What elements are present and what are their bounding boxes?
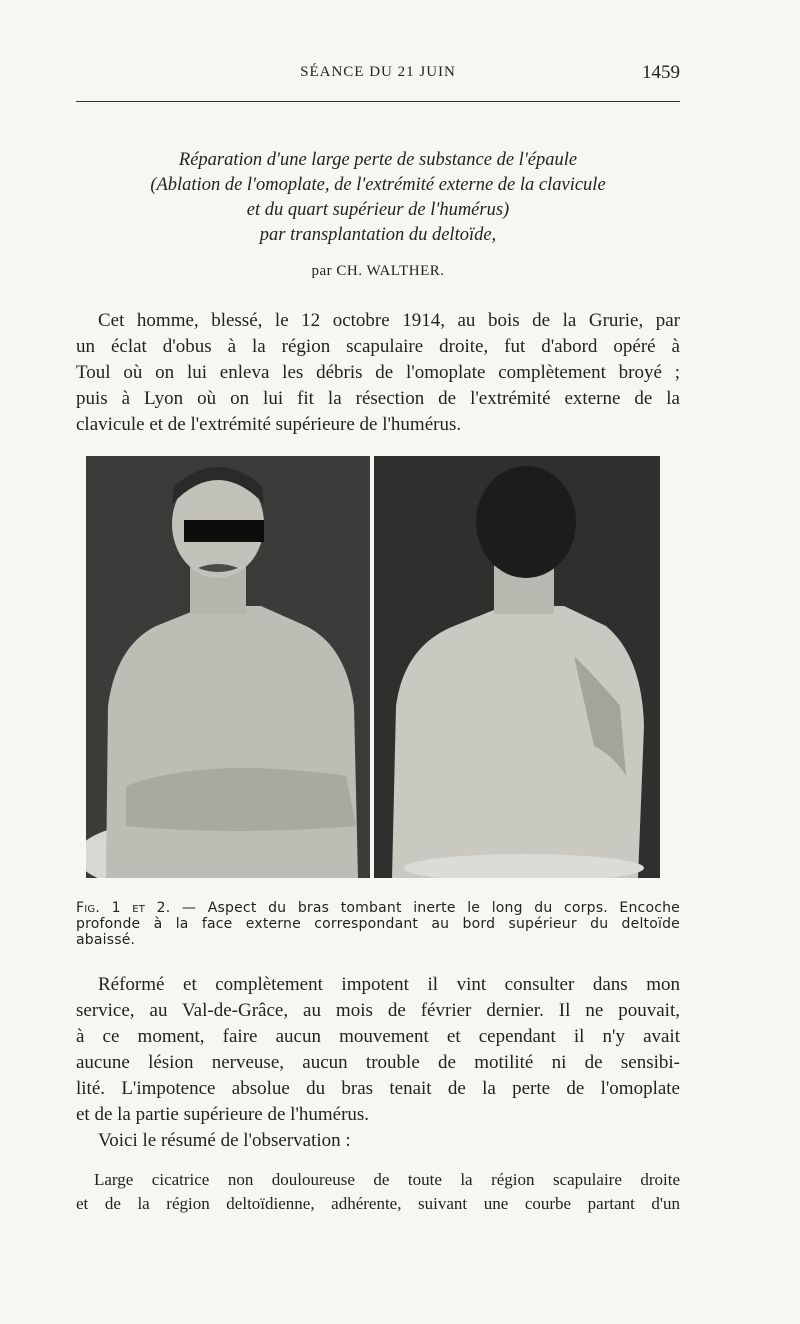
article-title-line: et du quart supérieur de l'humérus) [246, 200, 510, 220]
page-number: 1459 [642, 62, 680, 83]
paragraph-line: aucune lésion nerveuse, aucun trouble de motilité ni de sensibi- [76, 1052, 680, 1073]
article-title-line: (Ablation de l'omoplate, de l'extrémité externe de la clavicule [150, 175, 606, 195]
paragraph-line: et de la partie supérieure de l'humérus. [76, 1104, 370, 1125]
running-head [76, 60, 680, 90]
paragraph-line: à ce moment, faire aucun mouvement et cependant il n'y avait [76, 1026, 680, 1047]
paragraph-line: et de la région deltoïdienne, adhérente, suivant une courbe partant d'un [76, 1194, 680, 1213]
paragraph-2 [76, 972, 680, 1154]
paragraph-3 [76, 1168, 680, 1216]
paragraph-line: service, au Val-de-Grâce, au mois de février dernier. Il ne pouvait, [76, 1000, 680, 1021]
paragraph-1 [76, 308, 680, 438]
photo-back-view [374, 456, 660, 878]
header-rule [76, 101, 680, 102]
paragraph-line: Réformé et complètement impotent il vint consulter dans mon [98, 974, 680, 995]
paragraph-line: Cet homme, blessé, le 12 octobre 1914, au bois de la Grurie, par [98, 310, 680, 331]
caption-line [76, 900, 680, 916]
running-head-title: SÉANCE DU 21 JUIN [300, 64, 456, 80]
caption-text: — Aspect du bras tombant inerte le long du corps. Encoche [170, 900, 680, 916]
figure-caption [76, 900, 680, 948]
article-title [76, 148, 680, 248]
figure-photographs [86, 456, 660, 878]
article-title-line: par transplantation du deltoïde, [259, 225, 497, 245]
photo-front-view [86, 456, 370, 878]
paragraph-line: un éclat d'obus à la région scapulaire droite, fut d'abord opéré à [76, 336, 680, 357]
caption-label: Fig. 1 et 2. [76, 900, 171, 916]
caption-line: abaissé. [76, 932, 136, 948]
paragraph-line: Voici le résumé de l'observation : [98, 1130, 351, 1151]
caption-line: profonde à la face externe correspondant au bord supérieur du deltoïde [76, 916, 680, 932]
paragraph-line: puis à Lyon où on lui fit la résection de l'extrémité externe de la [76, 388, 680, 409]
paragraph-line: Large cicatrice non douloureuse de toute la région scapulaire droite [94, 1170, 680, 1189]
byline: par CH. WALTHER. [311, 263, 445, 279]
paragraph-line: Toul où on lui enleva les débris de l'omoplate complètement broyé ; [76, 362, 680, 383]
paragraph-line: clavicule et de l'extrémité supérieure de l'humérus. [76, 414, 462, 435]
article-title-line: Réparation d'une large perte de substance de l'épaule [178, 150, 578, 170]
paragraph-line: lité. L'impotence absolue du bras tenait de la perte de l'omoplate [76, 1078, 680, 1099]
